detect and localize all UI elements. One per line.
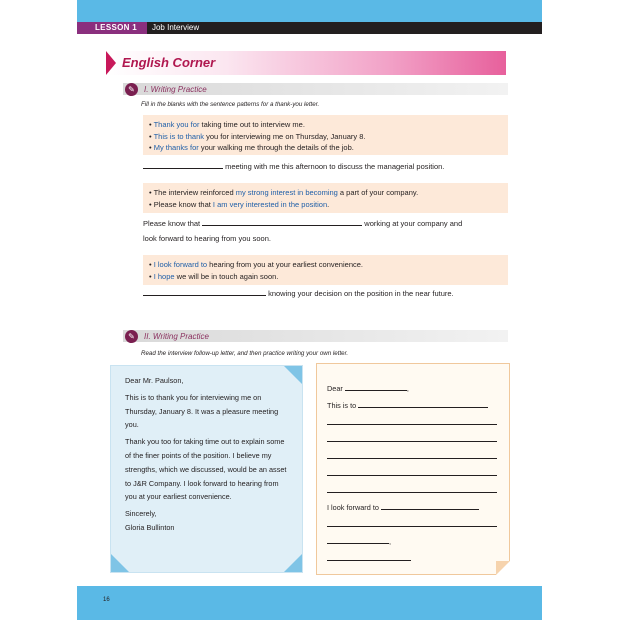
section-2-title: II. Writing Practice [144,331,209,341]
letter-greeting: Dear Mr. Paulson, [125,376,184,385]
section-2-instruction: Read the interview follow-up letter, and then practice writing your own letter. [141,350,349,357]
blank-line[interactable] [143,288,266,296]
blank-line[interactable] [327,518,497,527]
lesson-label: LESSON 1 [77,22,147,34]
blank-line[interactable] [202,218,362,226]
pattern-line: • Thank you for taking time out to interview me. [149,120,305,129]
practice-blank-row [327,433,499,450]
pencil-icon: ✎ [125,330,138,343]
pencil-icon: ✎ [125,83,138,96]
textbook-page [77,0,542,620]
section-1-instruction: Fill in the blanks with the sentence patterns for a thank-you letter. [141,101,320,108]
lesson-header-bar [77,22,542,34]
pattern-line: • Please know that I am very interested in the position. [149,199,330,209]
blank-line[interactable] [327,433,497,442]
practice-signature-row [327,552,499,569]
pattern-line: • I look forward to hearing from you at your earliest convenience. [149,260,363,269]
blank-line[interactable] [327,552,411,561]
section-1-header [123,83,508,95]
exercise-3: knowing your decision on the position in the near future. [143,287,454,301]
blank-line[interactable] [358,399,488,408]
bottom-color-band [77,586,542,620]
page-curl-icon [496,561,510,575]
letter-paragraph-1: This is to thank you for interviewing me on Thursday, January 8. It was a pleasure meeting you. [125,392,279,430]
practice-blank-row [327,484,499,501]
letter-closing: Sincerely, [125,509,157,519]
practice-dear-row: Dear , [327,384,409,393]
letter-signature: Gloria Bullinton [125,522,175,532]
top-color-band [77,0,542,22]
exercise-1: meeting with me this afternoon to discuss the managerial position. [143,160,444,174]
practice-closing-row: , [327,535,499,552]
exercise-2: Please know that working at your company and [143,219,463,228]
sample-letter [110,365,303,573]
page-number: 16 [103,597,110,603]
pattern-box-2 [143,183,508,213]
blank-line[interactable] [327,467,497,476]
blank-line[interactable] [143,161,223,169]
practice-blank-row [327,416,499,433]
blank-line[interactable] [327,450,497,459]
pattern-line: • This is to thank you for interviewing me on Thursday, January 8. [149,131,366,141]
corner-fold-icon [284,554,302,572]
practice-blank-row [327,450,499,467]
pattern-line: • My thanks for your walking me through the details of the job. [149,143,354,152]
pattern-line: • I hope we will be in touch again soon. [149,271,279,281]
practice-look-forward-row: I look forward to [327,501,499,518]
lesson-title: Job Interview [151,23,200,32]
banner-arrow-icon [106,51,116,75]
blank-line[interactable] [381,501,479,510]
corner-fold-icon [111,554,129,572]
practice-blank-row [327,467,499,484]
blank-line[interactable] [327,416,497,425]
blank-line[interactable] [327,484,497,493]
exercise-2-line-2: look forward to hearing from you soon. [143,234,271,243]
practice-blank-row [327,518,499,535]
section-1-title: I. Writing Practice [144,84,207,94]
letter-paragraph-2: Thank you too for taking time out to explain some of the finer points of the position. I believe my strengths, which we discussed, would be an asset to J&R Company. I look forward to hearing from you at your earliest convenience. [125,437,287,502]
blank-line[interactable] [345,382,407,391]
pattern-box-3 [143,255,508,285]
blank-line[interactable] [327,535,389,544]
english-corner-title: English Corner [122,55,216,70]
section-2-header [123,330,508,342]
practice-letter [316,363,510,575]
pattern-box-1 [143,115,508,155]
practice-this-is-to-row: This is to [327,399,499,416]
pattern-line: • The interview reinforced my strong interest in becoming a part of your company. [149,188,419,197]
corner-fold-icon [284,366,302,384]
